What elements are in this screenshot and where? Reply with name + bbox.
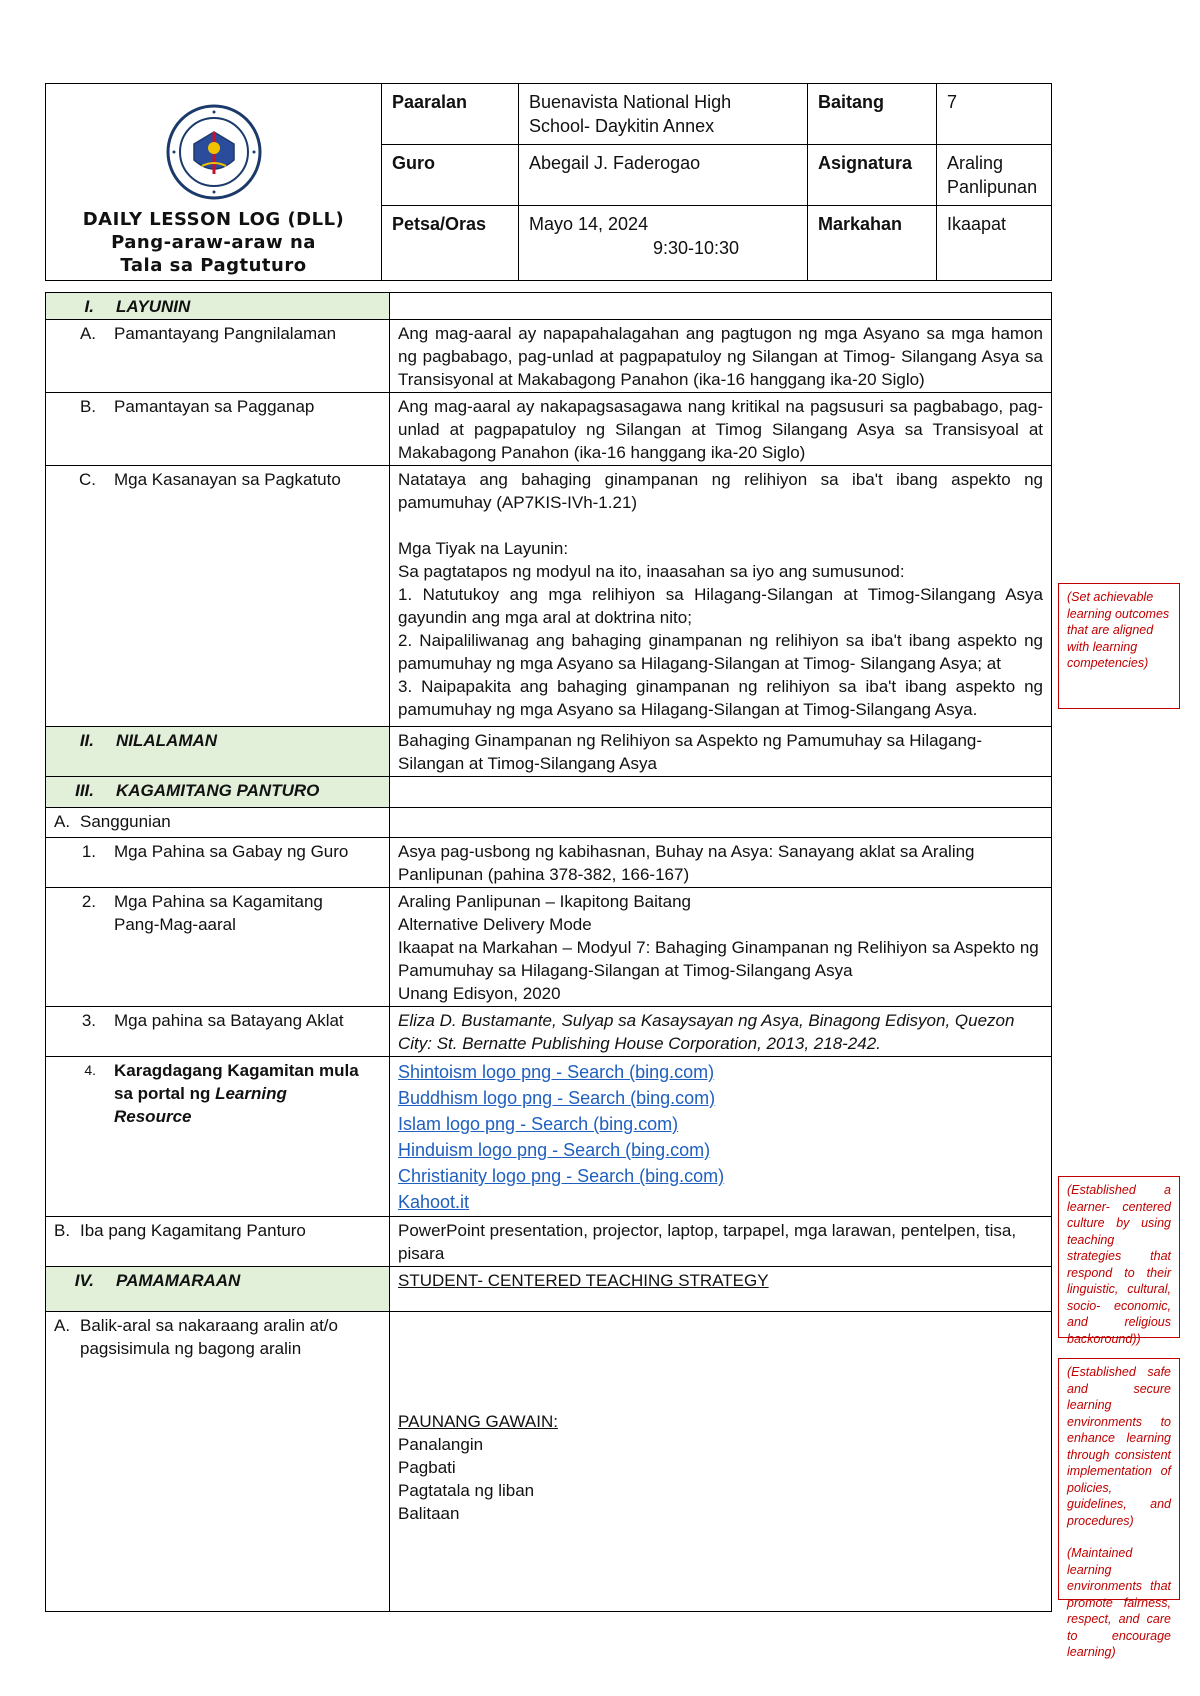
row-letter: B. bbox=[54, 1221, 71, 1240]
specific-objectives-heading: Mga Tiyak na Layunin: bbox=[398, 539, 569, 558]
row-balik-content bbox=[390, 1312, 1052, 1612]
markahan-value: Ikaapat bbox=[937, 206, 1052, 281]
row-ref1-content: Asya pag-usbong ng kabihasnan, Buhay na Asya: Sanayang aklat sa Araling Panlipunan (pahina 378-382, 166-167) bbox=[390, 838, 1052, 888]
paunang-gawain-heading: PAUNANG GAWAIN: bbox=[398, 1412, 558, 1431]
dll-title bbox=[46, 208, 381, 277]
row-label: Sanggunian bbox=[80, 812, 171, 831]
row-label: Mga pahina sa Batayang Aklat bbox=[114, 1011, 344, 1030]
ref-line: Ikaapat na Markahan – Modyul 7: Bahaging Ginampanan ng Relihiyon sa Aspekto ng Pamumuhay sa Hilagang-Silangan at Timog-Silangang Asya bbox=[398, 938, 1039, 980]
petsa-date: Mayo 14, 2024 bbox=[529, 214, 649, 234]
row-ref3-content: Eliza D. Bustamante, Sulyap sa Kasaysayan ng Asya, Binagong Edisyon, Quezon City: St. Bernatte Publishing House Corporation, 2013, 218-242. bbox=[390, 1007, 1052, 1057]
objective-item: 1. Natutukoy ang mga relihiyon sa Hilagang-Silangan at Timog-Silangang Asya gayundin ang mga aral at doktrina nito; bbox=[398, 585, 1043, 627]
row-ref4-content bbox=[390, 1057, 1052, 1217]
row-balik-label bbox=[46, 1312, 390, 1612]
row-label: Balik-aral sa nakaraang aralin at/o pagsisimula ng bagong aralin bbox=[80, 1316, 338, 1358]
header-table bbox=[45, 83, 1052, 281]
ref-line: Araling Panlipunan – Ikapitong Baitang bbox=[398, 892, 691, 911]
row-ref2-label bbox=[46, 888, 390, 1007]
section-title: KAGAMITANG PANTURO bbox=[116, 781, 320, 800]
section-layunin bbox=[46, 293, 390, 320]
gawain-item: Panalangin bbox=[398, 1435, 484, 1454]
section-title: NILALAMAN bbox=[116, 731, 218, 750]
gawain-item: Pagbati bbox=[398, 1458, 456, 1477]
row-label: Pamantayan sa Pagganap bbox=[114, 397, 315, 416]
section-kagamitan-content bbox=[390, 777, 1052, 808]
row-label: Pamantayang Pangnilalaman bbox=[114, 324, 337, 343]
row-ref2-content bbox=[390, 888, 1052, 1007]
row-number: 3. bbox=[81, 1011, 96, 1030]
row-sanggunian-content bbox=[390, 808, 1052, 838]
row-label-italic: Learning Resource bbox=[114, 1084, 287, 1126]
baitang-value: 7 bbox=[937, 84, 1052, 145]
title-line-1: DAILY LESSON LOG (DLL) bbox=[82, 209, 345, 230]
row-label: Mga Pahina sa Gabay ng Guro bbox=[114, 842, 349, 861]
row-sanggunian-label bbox=[46, 808, 390, 838]
hinduism-link[interactable]: Hinduism logo png - Search (bing.com) bbox=[398, 1140, 711, 1160]
gawain-item: Balitaan bbox=[398, 1504, 460, 1523]
title-line-2: Pang-araw-araw na bbox=[111, 232, 316, 253]
row-letter: A. bbox=[54, 1316, 71, 1335]
section-nilalaman bbox=[46, 727, 390, 777]
ref-line: Alternative Delivery Mode bbox=[398, 915, 592, 934]
title-line-3: Tala sa Pagtuturo bbox=[120, 255, 307, 276]
row-ibapang-content: PowerPoint presentation, projector, laptop, tarpapel, mga larawan, pentelpen, tisa, pisara bbox=[390, 1217, 1052, 1267]
christianity-link[interactable]: Christianity logo png - Search (bing.com) bbox=[398, 1166, 725, 1186]
section-pamamaraan bbox=[46, 1267, 390, 1312]
specific-objectives-intro: Sa pagtatapos ng modyul na ito, inaasahan sa iyo ang sumusunod: bbox=[398, 562, 905, 581]
petsa-label: Petsa/Oras bbox=[382, 206, 519, 281]
objective-item: 2. Naipaliliwanag ang bahaging ginampanan ng relihiyon sa iba't ibang aspekto ng pamumuhay ng mga Asyano sa Hilagang-Silangan at Timog- Silangang Asya; at bbox=[398, 631, 1043, 673]
section-layunin-content bbox=[390, 293, 1052, 320]
row-a-content: Ang mag-aaral ay napapahalagahan ang pagtugon ng mga Asyano sa mga hamon ng pagbabago, pag-unlad at pagpapatuloy ng Silangan at Timog- Silangang Asya sa Transisyonal at Makabagong Panahon (ika-16 hanggang ika-20 Siglo) bbox=[390, 320, 1052, 393]
section-number: II. bbox=[79, 731, 94, 750]
section-kagamitan bbox=[46, 777, 390, 808]
row-label: Mga Kasanayan sa Pagkatuto bbox=[114, 470, 341, 489]
row-ref1-label bbox=[46, 838, 390, 888]
objective-item: 3. Naipapakita ang bahaging ginampanan ng relihiyon sa iba't ibang aspekto ng pamumuhay ng mga Asyano sa Hilagang-Silangan at Timog-Silangang Asya. bbox=[398, 677, 1043, 719]
kahoot-link[interactable]: Kahoot.it bbox=[398, 1192, 470, 1212]
shintoism-link[interactable]: Shintoism logo png - Search (bing.com) bbox=[398, 1062, 715, 1082]
row-ibapang-label bbox=[46, 1217, 390, 1267]
section-number: IV. bbox=[74, 1271, 94, 1290]
guro-value: Abegail J. Faderogao bbox=[519, 145, 808, 206]
row-letter: A. bbox=[54, 812, 71, 831]
row-ref3-label bbox=[46, 1007, 390, 1057]
row-c-content bbox=[390, 466, 1052, 727]
section-number: I. bbox=[84, 297, 94, 316]
asignatura-label: Asignatura bbox=[808, 145, 937, 206]
note-learner-centered bbox=[1058, 1176, 1180, 1346]
note-text: (Established a learner- centered culture by using teaching strategies that respond to their linguistic, cultural, socio- economic, and religious backoround)) bbox=[1067, 1183, 1171, 1346]
guro-label: Guro bbox=[382, 145, 519, 206]
section-title: LAYUNIN bbox=[116, 297, 191, 316]
row-letter: B. bbox=[79, 397, 96, 416]
row-letter: A. bbox=[79, 324, 96, 343]
row-label: Iba pang Kagamitang Panturo bbox=[80, 1221, 306, 1240]
deped-seal-icon bbox=[166, 104, 262, 200]
asignatura-value: Araling Panlipunan bbox=[937, 145, 1052, 206]
row-number: 2. bbox=[81, 892, 96, 911]
petsa-time: 9:30-10:30 bbox=[653, 238, 740, 258]
row-c-label bbox=[46, 466, 390, 727]
gawain-item: Pagtatala ng liban bbox=[398, 1481, 535, 1500]
baitang-label: Baitang bbox=[808, 84, 937, 145]
row-b-label bbox=[46, 393, 390, 466]
row-a-label bbox=[46, 320, 390, 393]
petsa-value bbox=[519, 206, 808, 281]
note-text: (Maintained learning environments that promote fairness, respect, and care to encourage learning) bbox=[1067, 1546, 1171, 1659]
paaralan-label: Paaralan bbox=[382, 84, 519, 145]
section-number: III. bbox=[75, 781, 94, 800]
section-title: PAMAMARAAN bbox=[116, 1271, 241, 1290]
row-label: Mga Pahina sa Kagamitang Pang-Mag-aaral bbox=[114, 892, 323, 934]
row-number: 1. bbox=[81, 842, 96, 861]
note-text: (Established safe and secure learning environments to enhance learning through consistent implementation of policies, guidelines, and procedures) bbox=[1067, 1365, 1171, 1528]
markahan-label: Markahan bbox=[808, 206, 937, 281]
section-nilalaman-content: Bahaging Ginampanan ng Relihiyon sa Aspekto ng Pamumuhay sa Hilagang-Silangan at Timog-Silangang Asya bbox=[390, 727, 1052, 777]
row-label bbox=[114, 1059, 364, 1128]
note-safe-environment bbox=[1058, 1358, 1180, 1659]
ref-line: Unang Edisyon, 2020 bbox=[398, 984, 561, 1003]
note-learning-outcomes bbox=[1058, 583, 1180, 709]
note-text: (Set achievable learning outcomes that are aligned with learning competencies) bbox=[1067, 590, 1170, 670]
islam-link[interactable]: Islam logo png - Search (bing.com) bbox=[398, 1114, 679, 1134]
row-letter: C. bbox=[79, 470, 96, 489]
section-pamamaraan-content: STUDENT- CENTERED TEACHING STRATEGY bbox=[390, 1267, 1052, 1312]
buddhism-link[interactable]: Buddhism logo png - Search (bing.com) bbox=[398, 1088, 716, 1108]
row-b-content: Ang mag-aaral ay nakapagsasagawa nang kritikal na pagsusuri sa pagbabago, pag-unlad at pagpapatuloy ng Silangan at Timog Silangang Asya sa Transisyoal at Makabagong Panahon (ika-16 hanggang ika-20 Siglo) bbox=[390, 393, 1052, 466]
row-ref4-label bbox=[46, 1057, 390, 1217]
row-number: 4. bbox=[84, 1062, 96, 1078]
lesson-table bbox=[45, 292, 1052, 1612]
row-label-text: Karagdagang Kagamitan mula sa portal ng bbox=[114, 1061, 359, 1103]
paaralan-value: Buenavista National High School- Daykitin Annex bbox=[519, 84, 808, 145]
competency-text: Natataya ang bahaging ginampanan ng relihiyon sa iba't ibang aspekto ng pamumuhay (AP7KIS-IVh-1.21) bbox=[398, 470, 1043, 512]
header-title-cell bbox=[46, 84, 382, 281]
